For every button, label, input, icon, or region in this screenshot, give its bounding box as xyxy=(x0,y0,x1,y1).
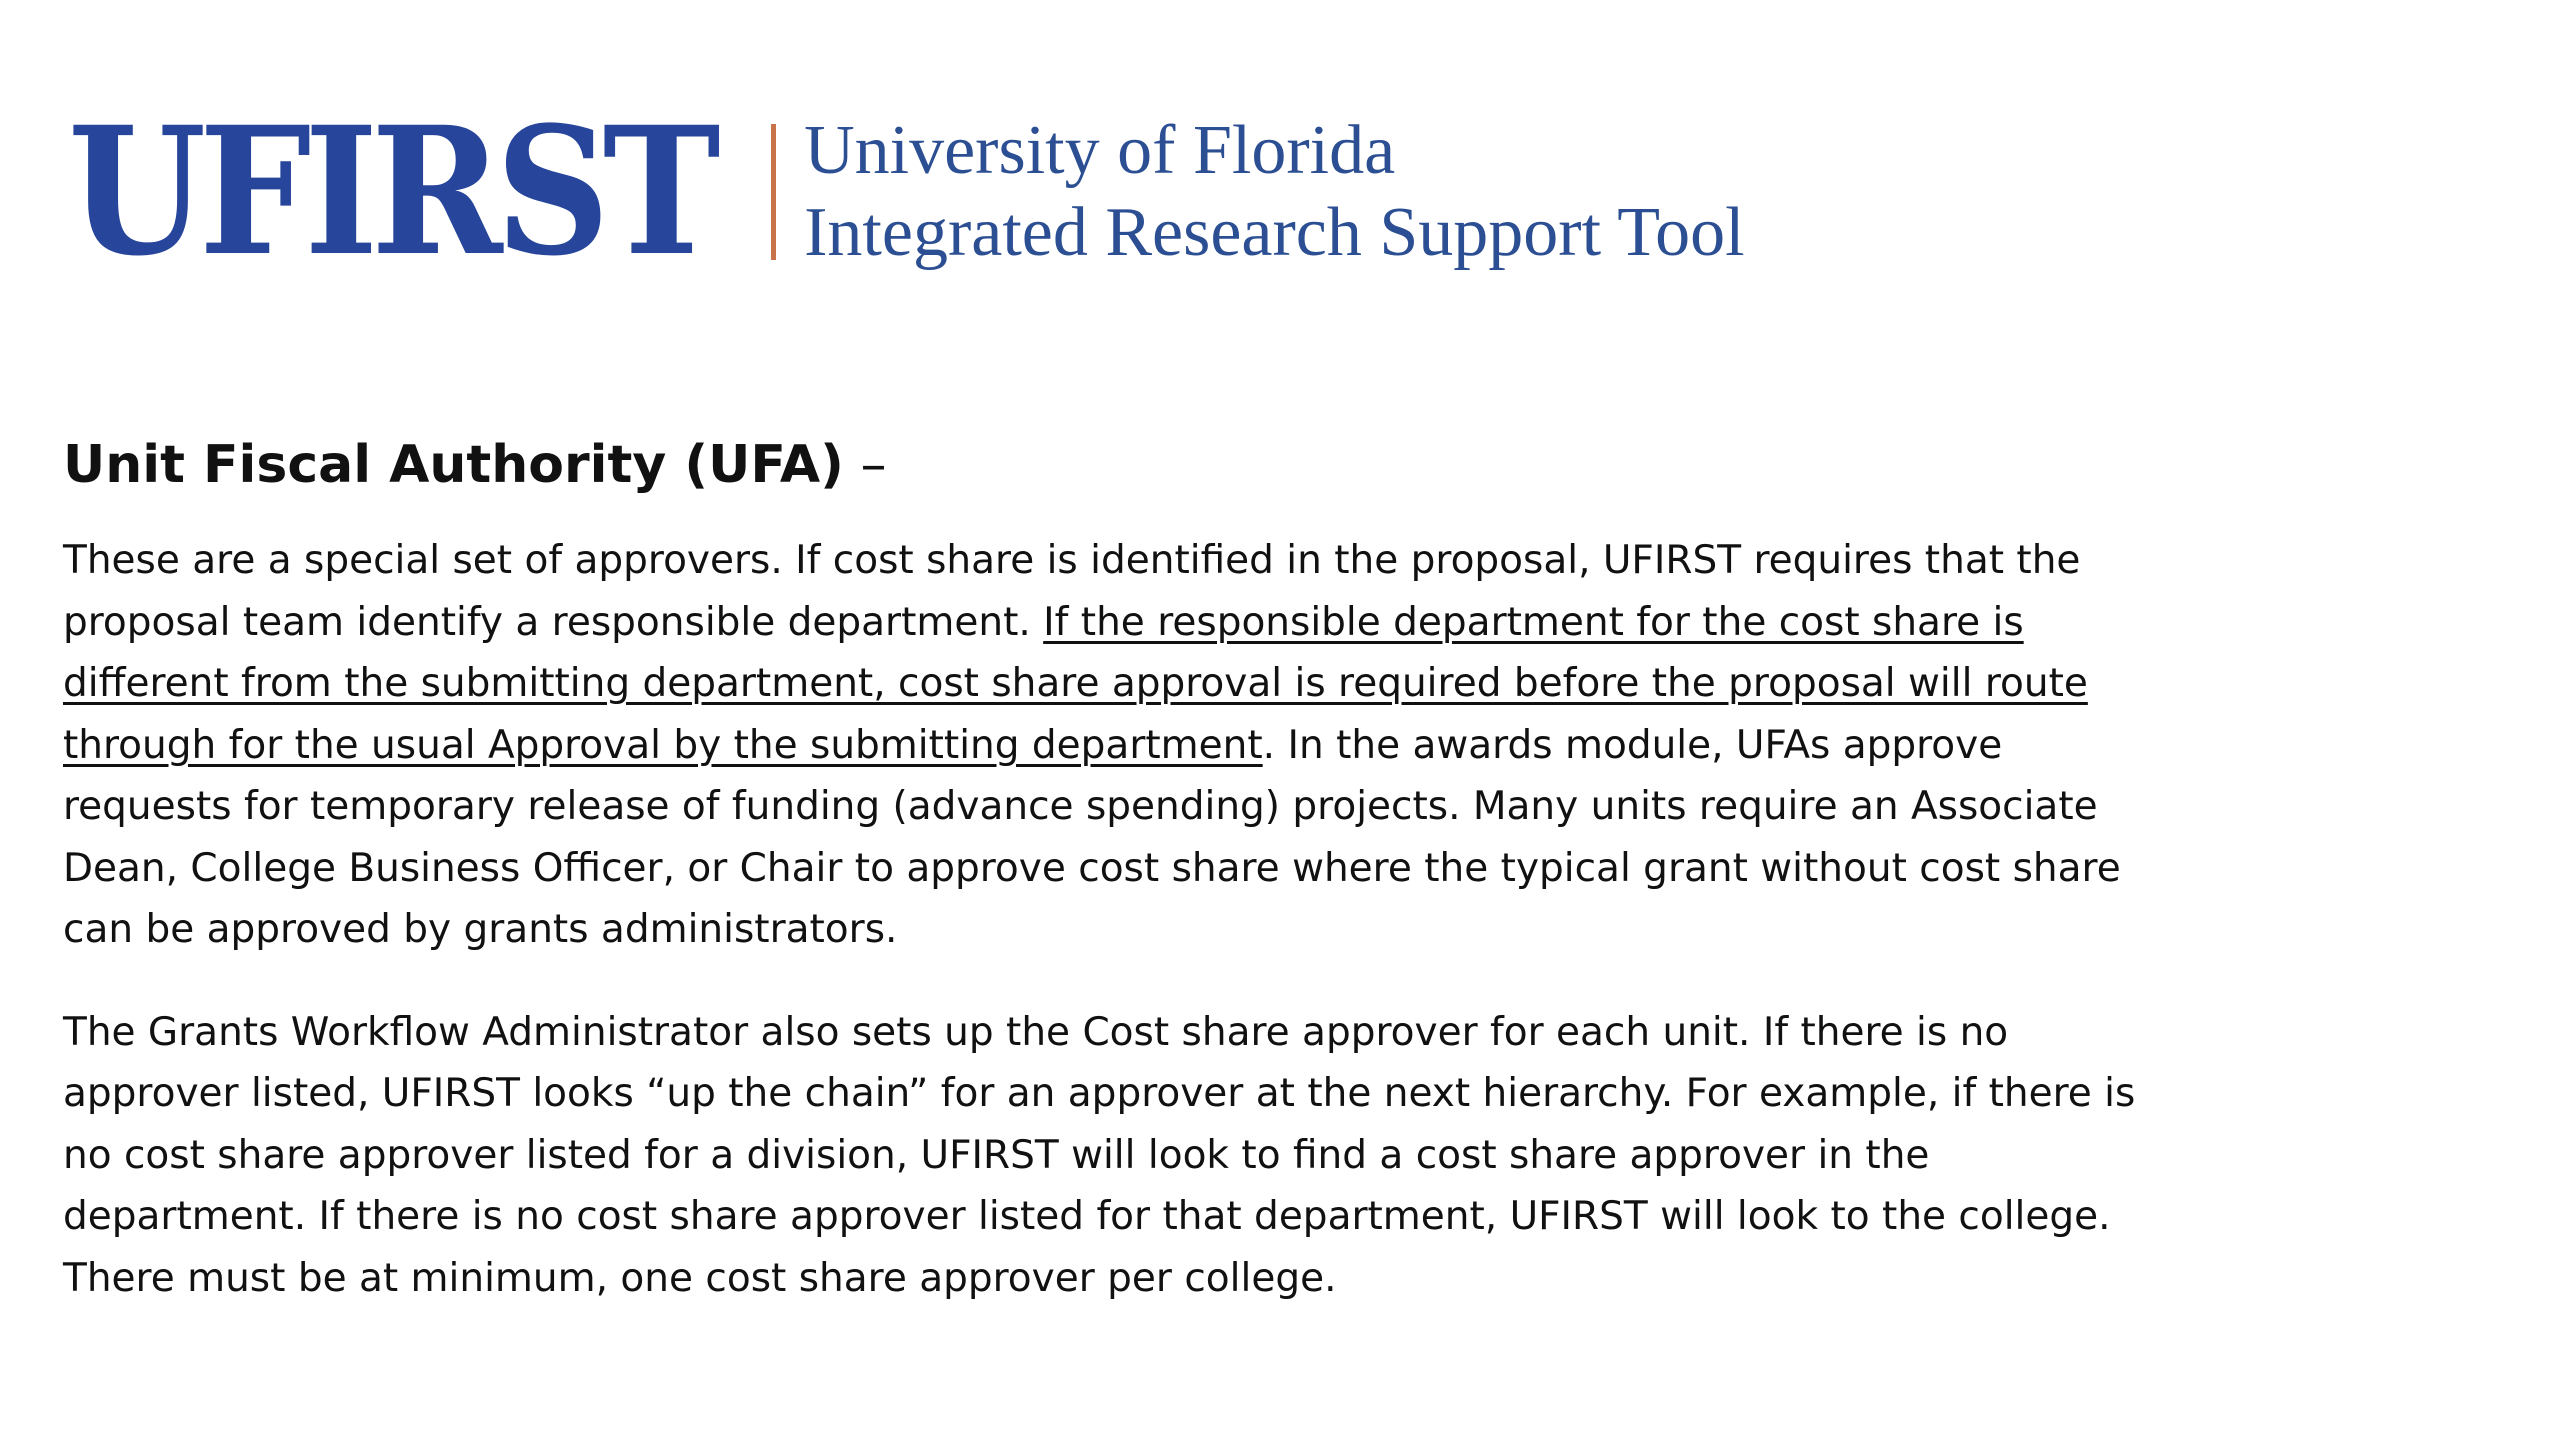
logo-mark: UFIRST xyxy=(68,88,714,295)
logo-divider xyxy=(771,124,776,260)
ufirst-logo xyxy=(68,88,1745,295)
paragraph-workflow-admin: The Grants Workflow Administrator also sets up the Cost share approver for each unit. If there is no approver listed, UFIRST looks “up the chain” for an approver at the next hierarchy. For example, if there is no cost share approver listed for a division, UFIRST will look to find a cost share approver in the department. If there is no cost share approver listed for that department, UFIRST will look to the college. There must be at minimum, one cost share approver per college. xyxy=(63,1009,2136,1301)
logo-text xyxy=(804,110,1745,274)
section-heading xyxy=(63,430,2163,500)
heading-title: Unit Fiscal Authority (UFA) xyxy=(63,435,844,495)
heading-dash: – xyxy=(843,435,887,495)
paragraph1-rest: . In the awards module, UFAs approve requests for temporary release of funding (advance spending) projects. Many units require an Associate Dean, College Business Officer, or Chair to approve cost share where the typical grant without cost share can be approved by grants administrators. xyxy=(63,722,2121,952)
slide-content xyxy=(63,430,2163,1309)
logo-line-university: University of Florida xyxy=(804,112,1396,189)
paragraph-ufa-description xyxy=(63,530,2163,961)
paragraph1-underlined: If the responsible department for the cost share is different from the submitting department, cost share approval is required before the proposal will route through for the usual Approval by the submitting department xyxy=(63,599,2088,768)
logo-line-tool: Integrated Research Support Tool xyxy=(804,194,1745,271)
paragraph1-intro: These are a special set of approvers. If cost share is identified in the proposal, UFIRST requires that the proposal team identify a responsible department. xyxy=(63,538,2081,645)
